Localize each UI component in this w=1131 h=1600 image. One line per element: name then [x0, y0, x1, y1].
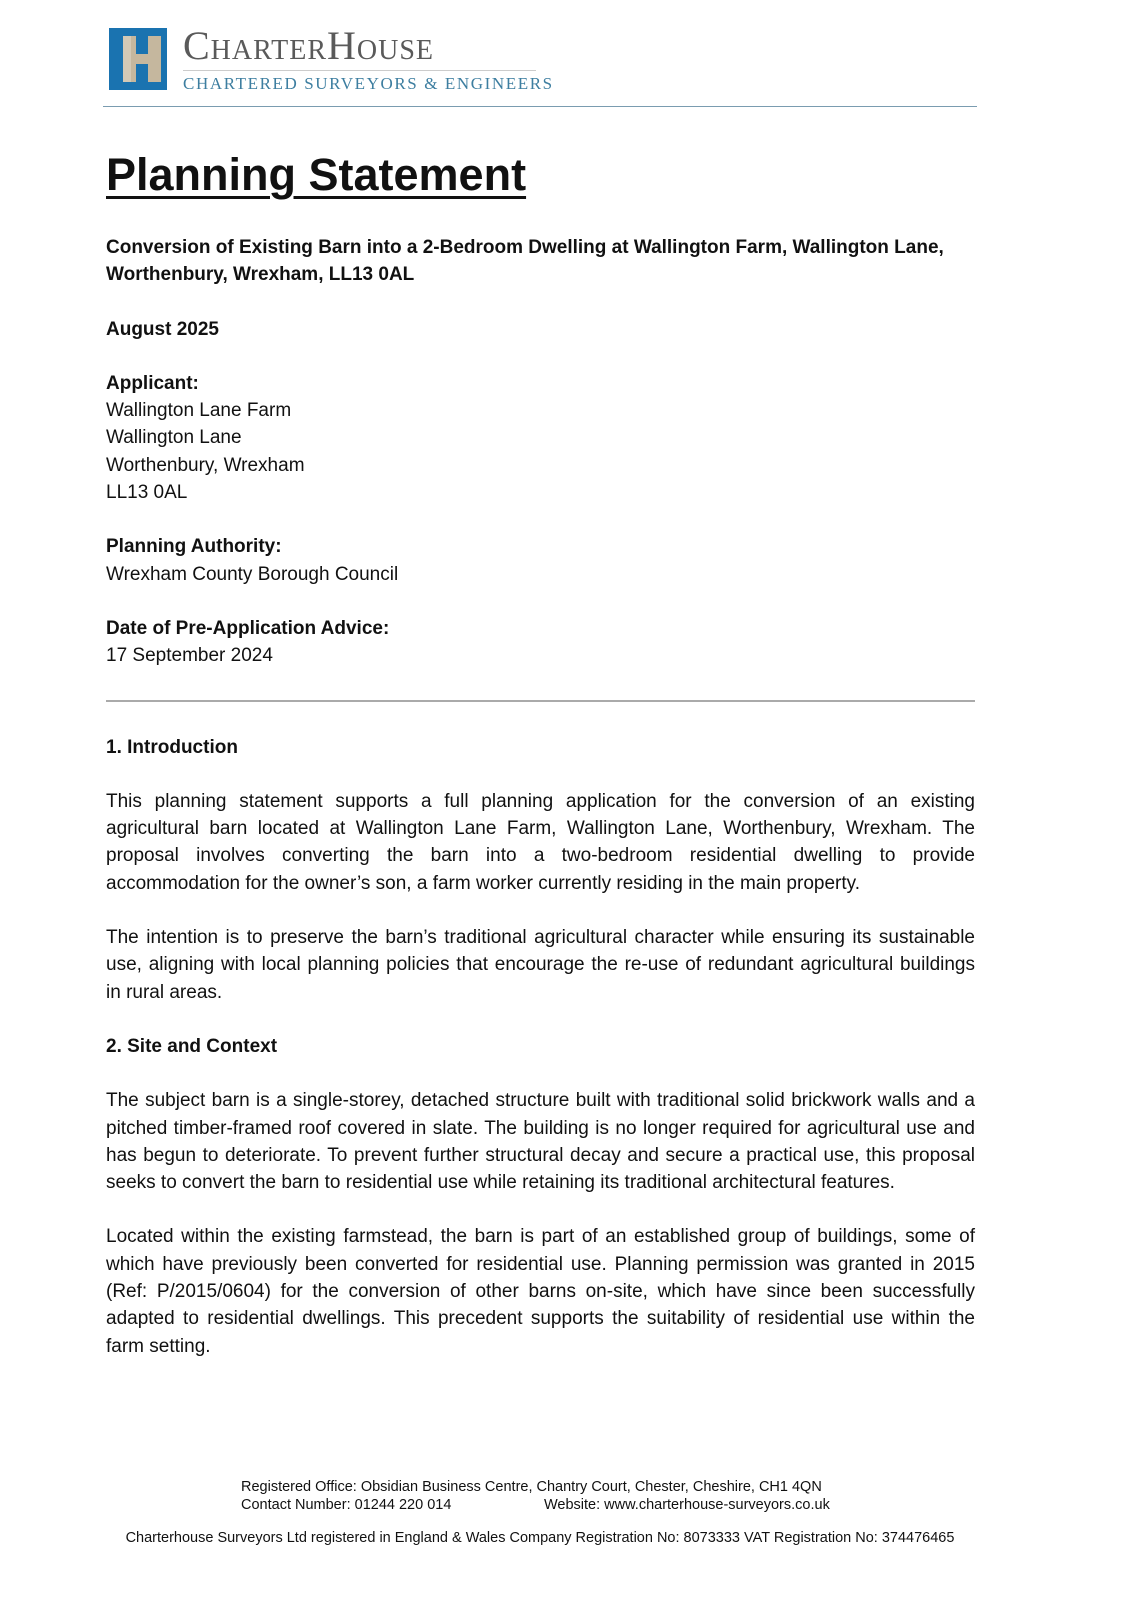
document-body [106, 146, 975, 1360]
header-divider [103, 106, 977, 107]
planning-authority-label: Planning Authority: [106, 536, 282, 558]
footer-website: Website: www.charterhouse-surveyors.co.uk [544, 1497, 830, 1513]
paragraph: The intention is to preserve the barn’s traditional agricultural character while ensuring its sustainable use, aligning with local planning policies that encourage the re-use of redundant agricultural buildings in rural areas. [106, 927, 975, 1003]
pre-app-label: Date of Pre-Application Advice: [106, 617, 390, 639]
footer-registration: Charterhouse Surveyors Ltd registered in England & Wales Company Registration No: 8073333 VAT Registration No: 374476465 [125, 1530, 955, 1546]
brand-tagline: CHARTERED SURVEYORS & ENGINEERS [183, 74, 554, 93]
pre-app-value: 17 September 2024 [106, 645, 273, 667]
applicant-line: Wallington Lane Farm [106, 400, 292, 422]
brand-name: CharterHouse [183, 23, 435, 68]
footer-office: Registered Office: Obsidian Business Centre, Chantry Court, Chester, Cheshire, CH1 4QN [241, 1479, 822, 1495]
section-heading: 2. Site and Context [106, 1035, 278, 1057]
paragraph: The subject barn is a single-storey, detached structure built with traditional solid brickwork walls and a pitched timber-framed roof covered in slate. The building is no longer required for agricultural use and has begun to deteriorate. To prevent further structural decay and secure a practical use, this proposal seeks to convert the barn to residential use while retaining its traditional architectural features. [106, 1090, 975, 1194]
applicant-line: Worthenbury, Wrexham [106, 454, 305, 476]
document-subtitle: Conversion of Existing Barn into a 2-Bedroom Dwelling at Wallington Farm, Wallington Lane, Worthenbury, Wrexham, LL13 0AL [106, 237, 944, 286]
planning-authority-value: Wrexham County Borough Council [106, 563, 399, 585]
paragraph: This planning statement supports a full planning application for the conversion of an existing agricultural barn located at Wallington Lane Farm, Wallington Lane, Worthenbury, Wrexham. The proposal involves converting the barn into a two-bedroom residential dwelling to provide accommodation for the owner’s son, a farm worker currently residing in the main property. [106, 790, 975, 894]
applicant-line: Wallington Lane [106, 427, 242, 449]
paragraph: Located within the existing farmstead, the barn is part of an established group of buildings, some of which have previously been converted for residential use. Planning permission was granted in 2015 (Ref: P/2015/0604) for the conversion of other barns on-site, which have since been successfully adapted to residential dwellings. This precedent supports the suitability of residential use within the farm setting. [106, 1226, 975, 1357]
section-divider [106, 700, 975, 702]
section-heading: 1. Introduction [106, 736, 238, 758]
applicant-label: Applicant: [106, 372, 199, 394]
applicant-line: LL13 0AL [106, 482, 188, 504]
page-title: Planning Statement [106, 149, 527, 200]
charterhouse-logo-icon [109, 28, 167, 90]
brand-divider [183, 70, 536, 71]
footer-contact: Contact Number: 01244 220 014 [241, 1497, 452, 1513]
document-date: August 2025 [106, 318, 219, 340]
footer [241, 1478, 830, 1514]
